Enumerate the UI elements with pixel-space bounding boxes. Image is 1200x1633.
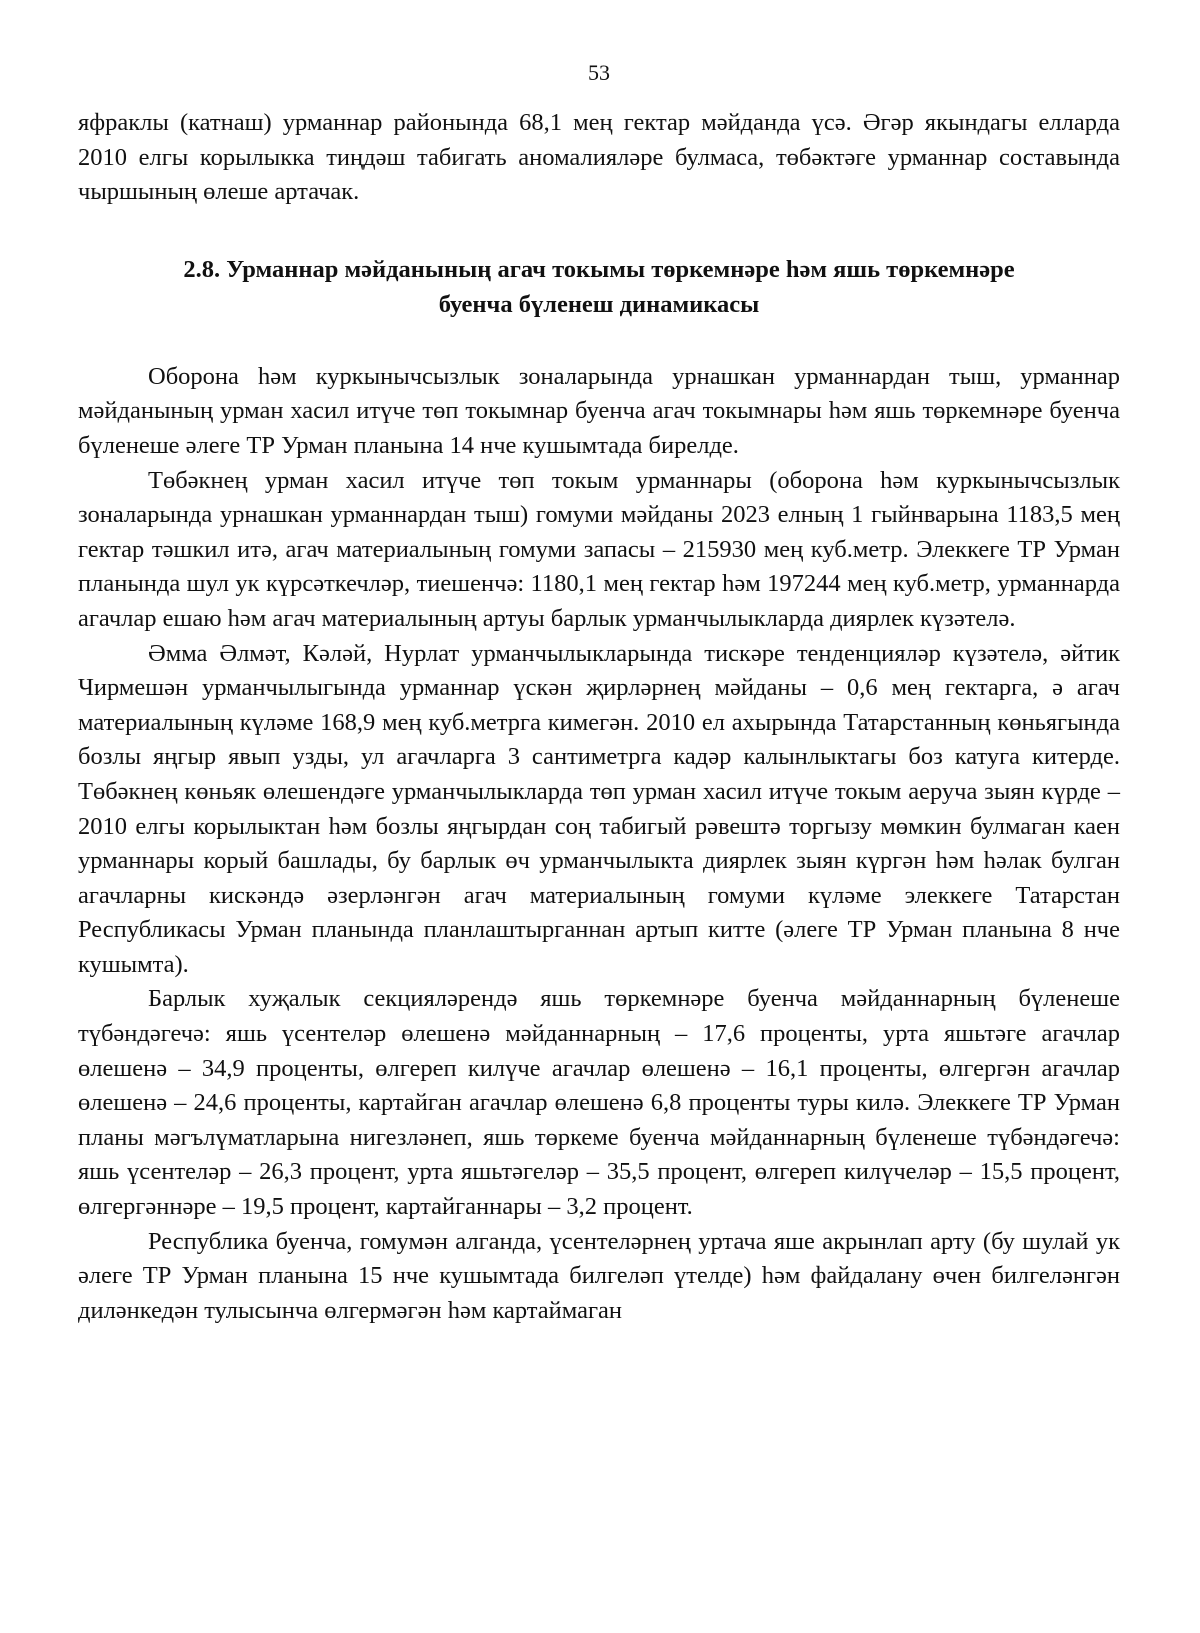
section-heading-line-1: 2.8. Урманнар мәйданының агач токымы төркемнәре һәм яшь төркемнәре (183, 255, 1015, 283)
section-heading (78, 252, 1120, 322)
section-heading-line-2: буенча бүленеш динамикасы (438, 290, 760, 318)
body-paragraph: Барлык хуҗалык секцияләрендә яшь төркемнәре буенча мәйданнарның бүленеше түбәндәгечә: яшь үсентеләр өлешенә мәйданнарның – 17,6 проценты, урта яшьтәге агачлар өлешенә – 34,9 проценты, өлгереп килүче агачлар өлешенә – 16,1 проценты, өлгергән агачлар өлешенә – 24,6 проценты, картайган агачлар өлешенә 6,8 проценты туры килә. Элеккеге ТР Урман планы мәгълүматларына нигезләнеп, яшь төркеме буенча мәйданнарның бүленеше түбәндәгечә: яшь үсентеләр – 26,3 процент, урта яшьтәгеләр – 35,5 процент, өлгереп килүчеләр – 15,5 процент, өлгергәннәре – 19,5 процент, картайганнары – 3,2 процент. (78, 985, 1120, 1221)
body-paragraph: Республика буенча, гомумән алганда, үсентеләрнең уртача яше акрынлап арту (бу шулай ук әлеге ТР Урман планына 15 нче кушымтада билгеләп үтелде) һәм файдалану өчен билгеләнгән диләнкедән тулысынча өлгермәгән һәм картаймаган (78, 1227, 1120, 1324)
page-number: 53 (588, 60, 610, 85)
body-paragraph: Әмма Әлмәт, Кәләй, Нурлат урманчылыкларында тискәре тенденцияләр күзәтелә, әйтик Чирмешән урманчылыгында урманнар үскән җирләрнең мәйданы – 0,6 мең гектарга, ә агач материалының күләме 168,9 мең куб.метрга кимегән. 2010 ел ахырында Татарстанның көньягында бозлы яңгыр явып узды, ул агачларга 3 сантиметрга кадәр калынлыктагы боз катуга китерде. Төбәкнең көньяк өлешендәге урманчылыкларда төп урман хасил итүче токым аеруча зыян күрде – 2010 елгы корылыктан һәм бозлы яңгырдан соң табигый рәвештә торгызу мөмкин булмаган каен урманнары корый башлады, бу барлык өч урманчылыкта диярлек зыян күргән һәм һәлак булган агачларны кискәндә әзерләнгән агач материалының гомуми күләме элеккеге Татарстан Республикасы Урман планында планлаштырганнан артып китте (әлеге ТР Урман планына 8 нче кушымта). (78, 639, 1120, 978)
body-paragraph: Төбәкнең урман хасил итүче төп токым урманнары (оборона һәм куркынычсызлык зоналарында урнашкан урманнардан тыш) гомуми мәйданы 2023 елның 1 гыйнварына 1183,5 мең гектар тәшкил итә, агач материалының гомуми запасы – 215930 мең куб.метр. Элеккеге ТР Урман планында шул ук күрсәткечләр, тиешенчә: 1180,1 мең гектар һәм 197244 мең куб.метр, урманнарда агачлар ешаю һәм агач материалының артуы барлык урманчылыкларда диярлек күзәтелә. (78, 466, 1120, 632)
document-page (78, 0, 1120, 1633)
body-paragraph: Оборона һәм куркынычсызлык зоналарында урнашкан урманнардан тыш, урманнар мәйданының урман хасил итүче төп токымнар буенча агач токымнары һәм яшь төркемнәре буенча бүленеше әлеге ТР Урман планына 14 нче кушымтада бирелде. (78, 362, 1120, 459)
page-content (78, 106, 1120, 1328)
intro-paragraph: яфраклы (катнаш) урманнар районында 68,1 мең гектар мәйданда үсә. Әгәр якындагы елларда 2010 елгы корылыкка тиңдәш табигать аномалияләре булмаса, төбәктәге урманнар составында чыршының өлеше артачак. (78, 109, 1120, 206)
